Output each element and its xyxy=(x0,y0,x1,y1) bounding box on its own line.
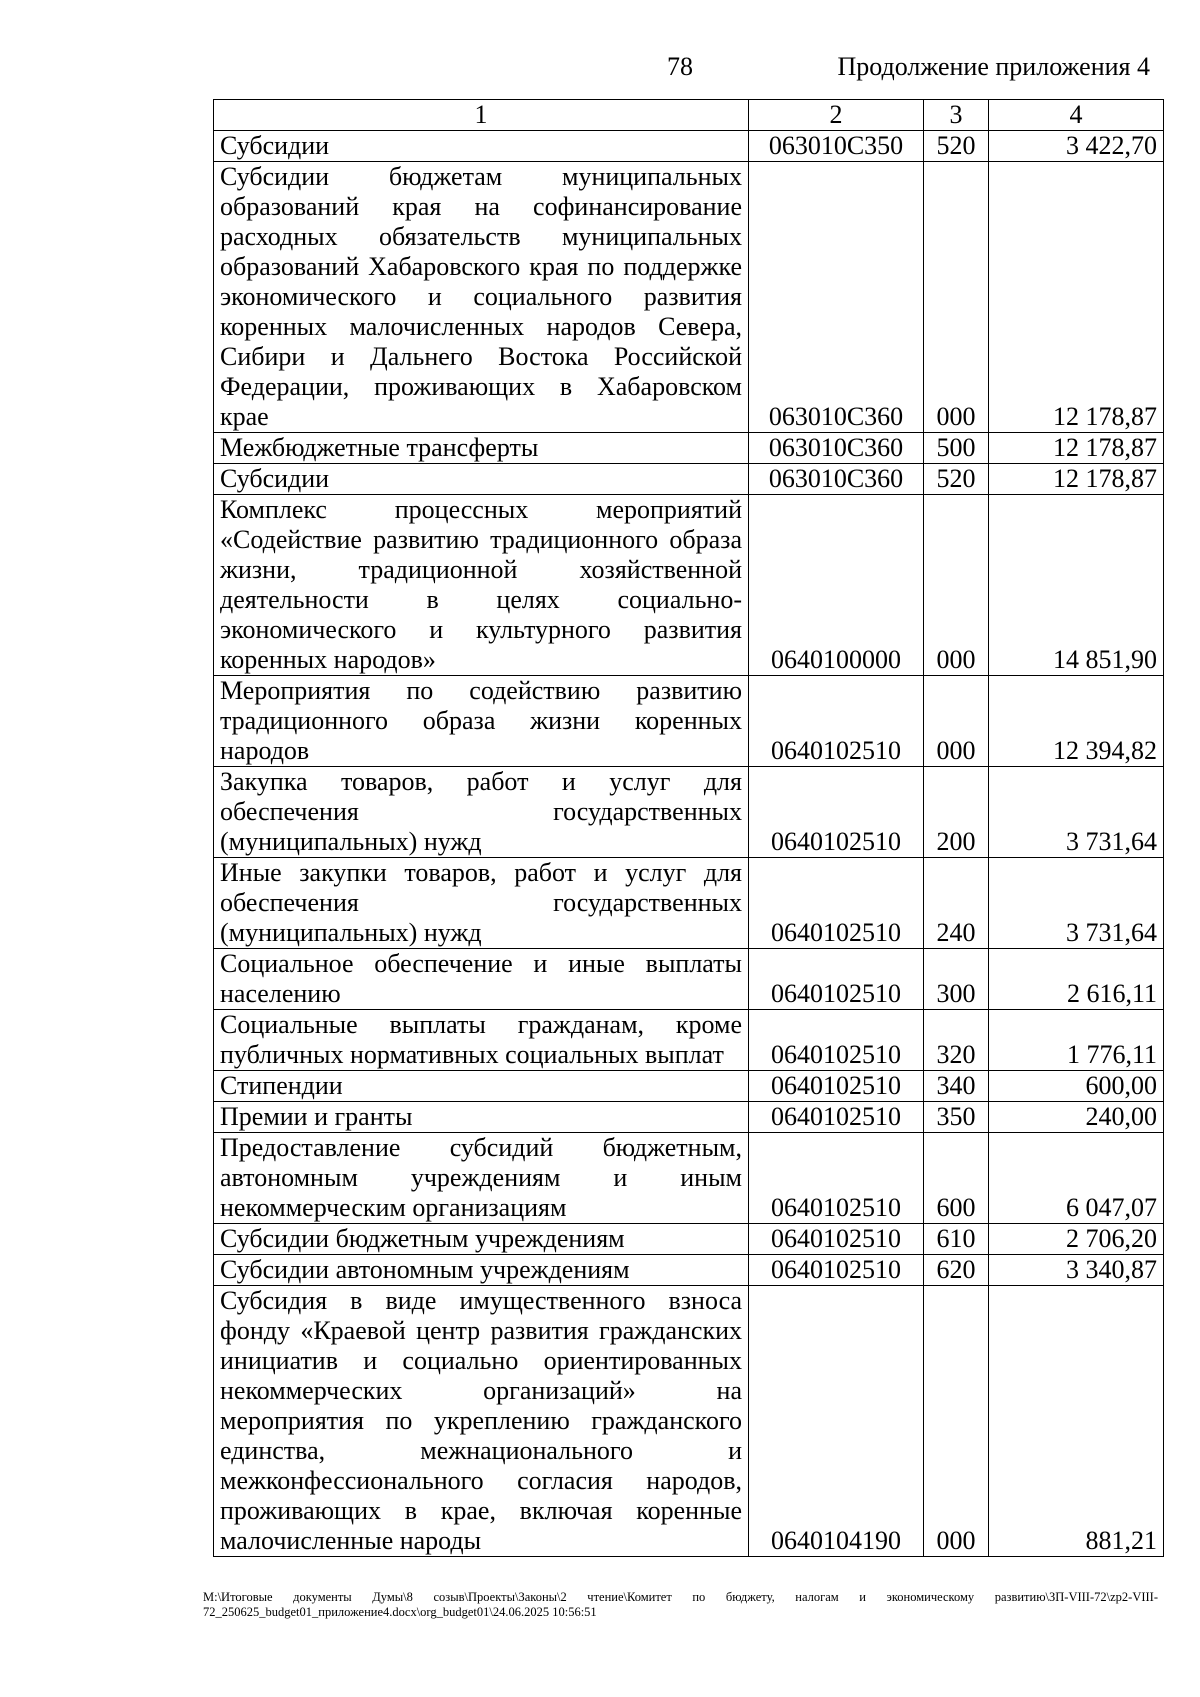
row-amount-cell: 12 178,87 xyxy=(989,464,1164,495)
table-row xyxy=(214,1071,1164,1102)
row-code-cell: 063010С360 xyxy=(749,464,924,495)
table-row xyxy=(214,949,1164,1010)
row-amount-cell: 12 178,87 xyxy=(989,433,1164,464)
row-amount-cell: 600,00 xyxy=(989,1071,1164,1102)
row-code-cell: 0640102510 xyxy=(749,1071,924,1102)
row-type-cell: 500 xyxy=(924,433,989,464)
row-name-cell: Социальное обеспечение и иные выплаты населению xyxy=(214,949,749,1010)
row-name-cell: Субсидия в виде имущественного взноса фонду «Краевой центр развития гражданских инициатив и социально ориентированных некоммерческих организаций» на мероприятия по укреплению гражданского единства, межнационального и межконфессионального согласия народов, проживающих в крае, включая коренные малочисленные народы xyxy=(214,1286,749,1557)
table-body xyxy=(214,131,1164,1557)
document-path-footer: M:\Итоговые документы Думы\8 созыв\Проекты\Законы\2 чтение\Комитет по бюджету, налогам и экономическому развитию\ЗП-VIII-72\zp2-VIII-72_250625_budget01_приложение4.docx\org_budget01\24.06.2025 10:56:51 xyxy=(203,1590,1158,1619)
row-type-cell: 520 xyxy=(924,464,989,495)
row-name-cell: Субсидии бюджетам муниципальных образований края на софинансирование расходных обязательств муниципальных образований Хабаровского края по поддержке экономического и социального развития коренных малочисленных народов Севера, Сибири и Дальнего Востока Российской Федерации, проживающих в Хабаровском крае xyxy=(214,162,749,433)
column-header-1: 1 xyxy=(214,100,749,131)
row-amount-cell: 12 178,87 xyxy=(989,162,1164,433)
row-name-cell: Социальные выплаты гражданам, кроме публичных нормативных социальных выплат xyxy=(214,1010,749,1071)
row-name-cell: Иные закупки товаров, работ и услуг для обеспечения государственных (муниципальных) нужд xyxy=(214,858,749,949)
row-type-cell: 000 xyxy=(924,676,989,767)
row-code-cell: 0640102510 xyxy=(749,1224,924,1255)
row-name-cell: Межбюджетные трансферты xyxy=(214,433,749,464)
page-header xyxy=(0,52,1200,92)
row-code-cell: 0640102510 xyxy=(749,1255,924,1286)
row-amount-cell: 3 340,87 xyxy=(989,1255,1164,1286)
row-amount-cell: 6 047,07 xyxy=(989,1133,1164,1224)
row-name-cell: Субсидии xyxy=(214,464,749,495)
table-row xyxy=(214,1010,1164,1071)
column-header-4: 4 xyxy=(989,100,1164,131)
table-row xyxy=(214,162,1164,433)
row-amount-cell: 3 731,64 xyxy=(989,767,1164,858)
row-name-cell: Субсидии автономным учреждениям xyxy=(214,1255,749,1286)
row-name-cell: Мероприятия по содействию развитию традиционного образа жизни коренных народов xyxy=(214,676,749,767)
table-row xyxy=(214,464,1164,495)
page-number: 78 xyxy=(667,52,693,81)
row-code-cell: 063010С350 xyxy=(749,131,924,162)
table-row xyxy=(214,1102,1164,1133)
row-type-cell: 200 xyxy=(924,767,989,858)
row-name-cell: Субсидии бюджетным учреждениям xyxy=(214,1224,749,1255)
table-row xyxy=(214,131,1164,162)
row-code-cell: 0640104190 xyxy=(749,1286,924,1557)
row-code-cell: 0640102510 xyxy=(749,858,924,949)
column-header-3: 3 xyxy=(924,100,989,131)
row-code-cell: 0640102510 xyxy=(749,767,924,858)
row-amount-cell: 14 851,90 xyxy=(989,495,1164,676)
row-amount-cell: 240,00 xyxy=(989,1102,1164,1133)
row-name-cell: Предоставление субсидий бюджетным, автономным учреждениям и иным некоммерческим организациям xyxy=(214,1133,749,1224)
table-row xyxy=(214,1133,1164,1224)
row-code-cell: 063010С360 xyxy=(749,162,924,433)
column-number-row xyxy=(214,100,1164,131)
row-code-cell: 0640102510 xyxy=(749,676,924,767)
row-code-cell: 0640102510 xyxy=(749,1102,924,1133)
row-amount-cell: 12 394,82 xyxy=(989,676,1164,767)
row-type-cell: 520 xyxy=(924,131,989,162)
table-row xyxy=(214,1255,1164,1286)
row-name-cell: Закупка товаров, работ и услуг для обеспечения государственных (муниципальных) нужд xyxy=(214,767,749,858)
row-name-cell: Премии и гранты xyxy=(214,1102,749,1133)
table-row xyxy=(214,767,1164,858)
row-type-cell: 340 xyxy=(924,1071,989,1102)
row-amount-cell: 2 706,20 xyxy=(989,1224,1164,1255)
column-header-2: 2 xyxy=(749,100,924,131)
row-type-cell: 000 xyxy=(924,1286,989,1557)
budget-table xyxy=(213,99,1164,1557)
row-amount-cell: 3 731,64 xyxy=(989,858,1164,949)
row-type-cell: 620 xyxy=(924,1255,989,1286)
row-amount-cell: 2 616,11 xyxy=(989,949,1164,1010)
row-code-cell: 0640100000 xyxy=(749,495,924,676)
row-amount-cell: 3 422,70 xyxy=(989,131,1164,162)
row-name-cell: Субсидии xyxy=(214,131,749,162)
row-amount-cell: 881,21 xyxy=(989,1286,1164,1557)
row-name-cell: Комплекс процессных мероприятий «Содействие развитию традиционного образа жизни, традиционной хозяйственной деятельности в целях социально-экономического и культурного развития коренных народов» xyxy=(214,495,749,676)
row-amount-cell: 1 776,11 xyxy=(989,1010,1164,1071)
row-type-cell: 350 xyxy=(924,1102,989,1133)
row-type-cell: 300 xyxy=(924,949,989,1010)
table-row xyxy=(214,495,1164,676)
row-type-cell: 000 xyxy=(924,495,989,676)
row-type-cell: 240 xyxy=(924,858,989,949)
row-name-cell: Стипендии xyxy=(214,1071,749,1102)
row-code-cell: 0640102510 xyxy=(749,949,924,1010)
row-type-cell: 600 xyxy=(924,1133,989,1224)
row-type-cell: 320 xyxy=(924,1010,989,1071)
table-row xyxy=(214,858,1164,949)
row-type-cell: 000 xyxy=(924,162,989,433)
row-code-cell: 063010С360 xyxy=(749,433,924,464)
table-row xyxy=(214,1286,1164,1557)
row-code-cell: 0640102510 xyxy=(749,1010,924,1071)
table-row xyxy=(214,433,1164,464)
table-row xyxy=(214,1224,1164,1255)
table-row xyxy=(214,676,1164,767)
row-code-cell: 0640102510 xyxy=(749,1133,924,1224)
continuation-label: Продолжение приложения 4 xyxy=(837,52,1150,81)
row-type-cell: 610 xyxy=(924,1224,989,1255)
